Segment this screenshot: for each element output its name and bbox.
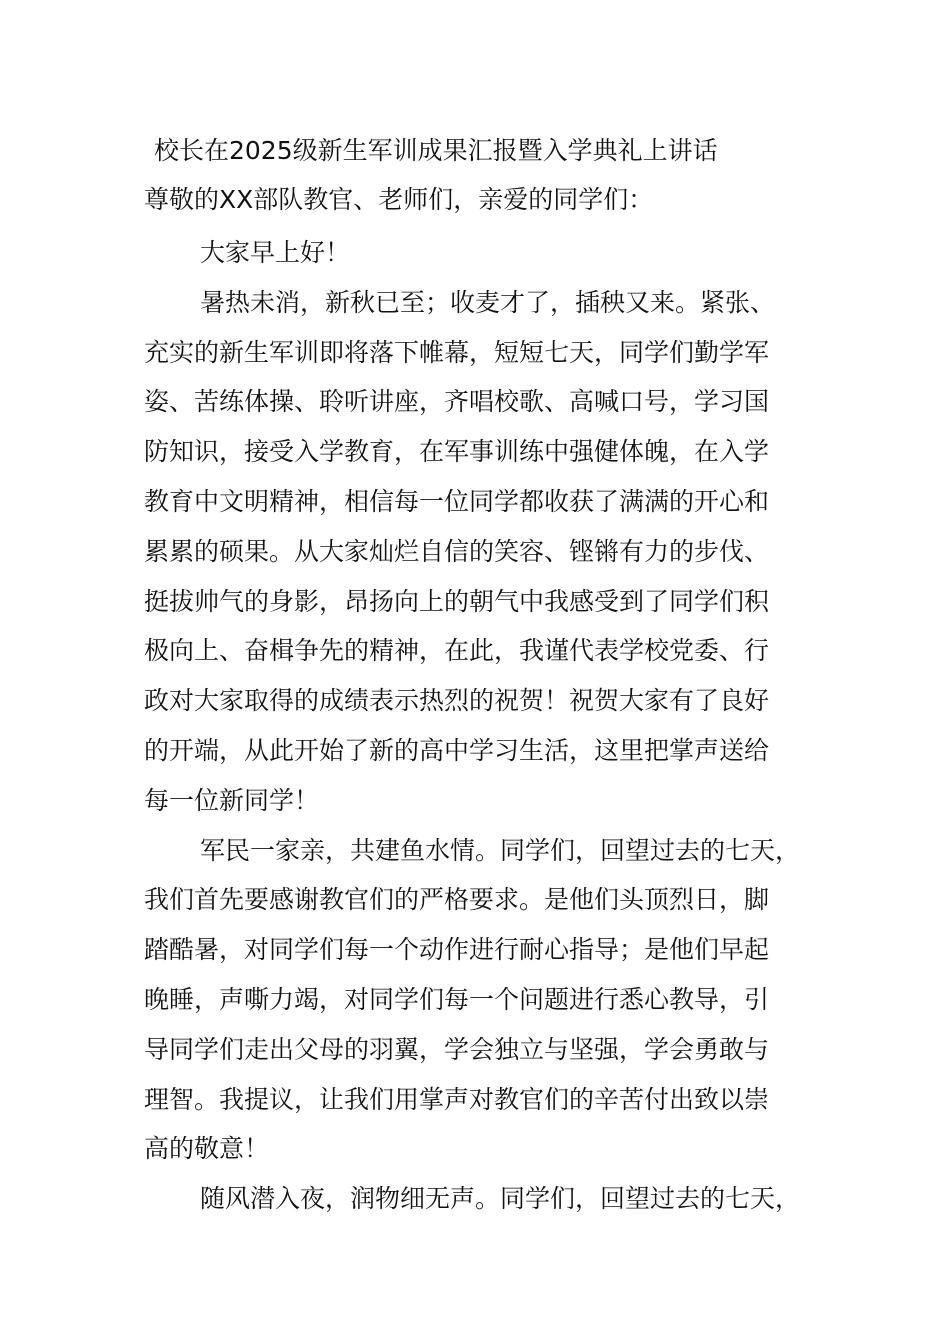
paragraph-line: 教育中文明精神，相信每一位同学都收获了满满的开心和 <box>144 486 770 516</box>
paragraph-line: 的开端，从此开始了新的高中学习生活，这里把掌声送给 <box>144 735 770 765</box>
document-title: 校长在2025级新生军训成果汇报暨入学典礼上讲话 <box>154 136 718 165</box>
paragraph-line: 防知识，接受入学教育，在军事训练中强健体魄，在入学 <box>144 437 770 467</box>
paragraph-line: 随风潜入夜，润物细无声。同学们，回望过去的七天， <box>200 1184 801 1214</box>
paragraph-line: 累累的硕果。从大家灿烂自信的笑容、铿锵有力的步伐、 <box>144 536 770 566</box>
paragraph-line: 我们首先要感谢教官们的严格要求。是他们头顶烈日，脚 <box>144 885 770 915</box>
salutation: 尊敬的XX部队教官、老师们，亲爱的同学们： <box>144 185 654 214</box>
paragraph-line: 挺拔帅气的身影，昂扬向上的朝气中我感受到了同学们积 <box>144 586 770 616</box>
paragraph-line: 踏酷暑，对同学们每一个动作进行耐心指导；是他们早起 <box>144 935 770 965</box>
paragraph <box>144 278 834 826</box>
paragraph-line: 导同学们走出父母的羽翼，学会独立与坚强，学会勇敢与 <box>144 1034 770 1064</box>
paragraph-line: 政对大家取得的成绩表示热烈的祝贺！祝贺大家有了良好 <box>144 686 770 716</box>
paragraph <box>144 228 834 278</box>
document-body <box>144 130 834 1224</box>
paragraph-line: 军民一家亲，共建鱼水情。同学们，回望过去的七天， <box>200 835 801 865</box>
paragraph-line: 晚睡，声嘶力竭，对同学们每一个问题进行悉心教导，引 <box>144 984 770 1014</box>
paragraph-line: 大家早上好！ <box>200 238 351 267</box>
paragraph-line: 姿、苦练体操、聆听讲座，齐唱校歌、高喊口号，学习国 <box>144 387 770 417</box>
paragraph-line: 高的敬意！ <box>144 1134 270 1164</box>
paragraph <box>144 826 834 1175</box>
paragraph-list <box>144 228 834 1224</box>
paragraph-line: 理智。我提议，让我们用掌声对教官们的辛苦付出致以崇 <box>144 1084 770 1114</box>
paragraph-line: 每一位新同学！ <box>144 785 320 815</box>
paragraph-line: 极向上、奋楫争先的精神，在此，我谨代表学校党委、行 <box>144 636 770 666</box>
paragraph <box>144 1174 834 1224</box>
paragraph-line: 充实的新生军训即将落下帷幕，短短七天，同学们勤学军 <box>144 337 770 367</box>
paragraph-line: 暑热未消，新秋已至；收麦才了，插秧又来。紧张、 <box>200 287 776 317</box>
